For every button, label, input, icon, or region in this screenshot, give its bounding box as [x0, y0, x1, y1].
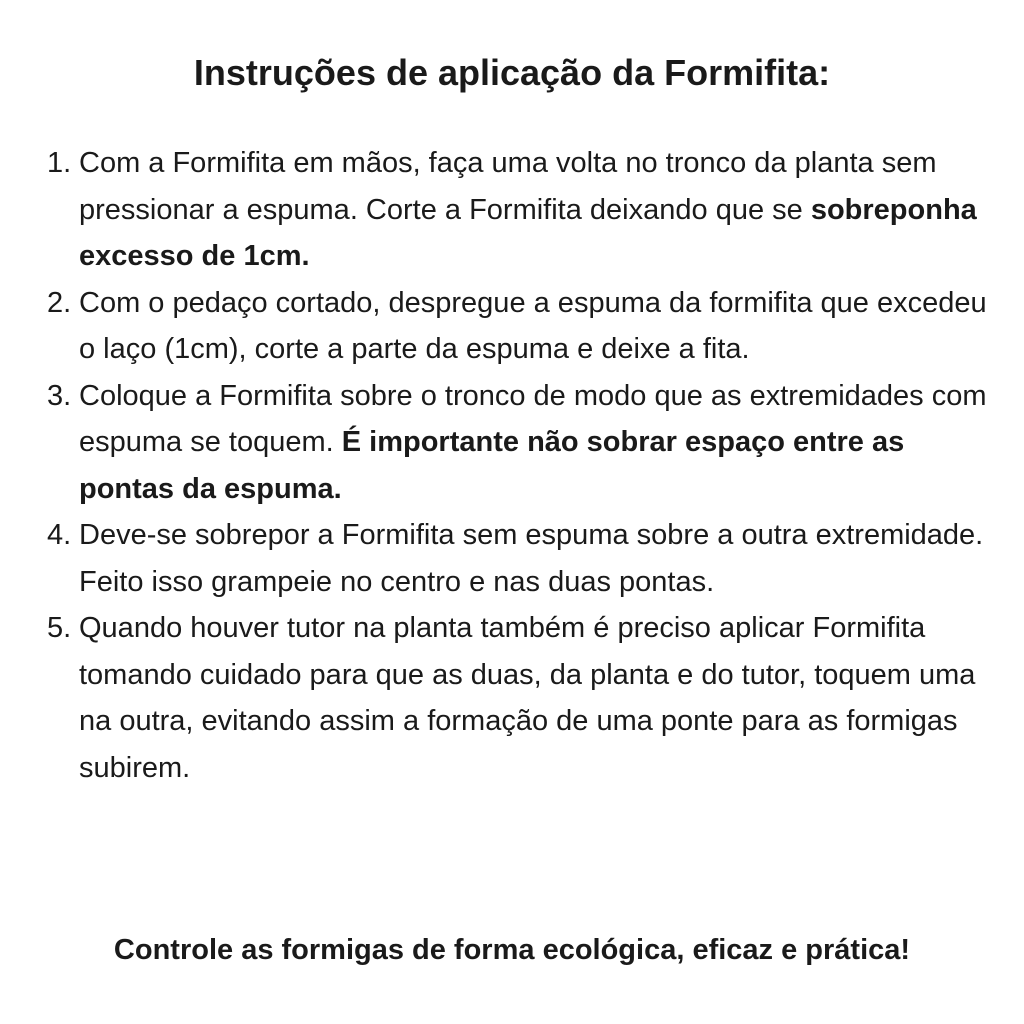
instruction-step-4: [47, 512, 987, 605]
step-body: Com o pedaço cortado, despregue a espuma da formifita que excedeu o laço (1cm), corte a parte da espuma e deixe a fita.: [79, 286, 987, 365]
step-text: [79, 605, 987, 791]
page-title: Instruções de aplicação da Formifita:: [193, 52, 831, 93]
step-body: Com a Formifita em mãos, faça uma volta no tronco da planta sem pressionar a espuma. Corte a Formifita deixando que se: [79, 147, 937, 226]
instruction-step-1: [47, 140, 987, 280]
step-number: 2.: [47, 286, 72, 319]
instruction-list: [47, 140, 987, 791]
step-body: Quando houver tutor na planta também é preciso aplicar Formifita tomando cuidado para que as duas, da planta e do tutor, toquem uma na outra, evitando assim a formação de uma ponte para as formigas subirem.: [79, 612, 976, 784]
instruction-step-2: [47, 280, 987, 373]
instruction-step-3: [47, 373, 987, 513]
step-text: [79, 512, 987, 605]
instruction-step-5: [47, 605, 987, 791]
step-text: [79, 140, 987, 280]
step-body: Deve-se sobrepor a Formifita sem espuma sobre a outra extremidade. Feito isso grampeie no centro e nas duas pontas.: [79, 519, 984, 598]
step-number: 5.: [47, 612, 72, 644]
step-text: [79, 373, 987, 513]
step-emphasis: É importante não sobrar espaço entre as pontas da espuma.: [79, 426, 905, 505]
step-number: 4.: [47, 519, 72, 551]
step-emphasis: sobreponha excesso de 1cm.: [79, 193, 977, 272]
step-number: 3.: [47, 379, 72, 412]
footer-tagline: Controle as formigas de forma ecológica, eficaz e prática!: [113, 934, 911, 966]
step-number: 1.: [47, 147, 72, 179]
step-text: [79, 280, 987, 373]
step-body: Coloque a Formifita sobre o tronco de modo que as extremidades com espuma se toquem.: [79, 379, 987, 458]
